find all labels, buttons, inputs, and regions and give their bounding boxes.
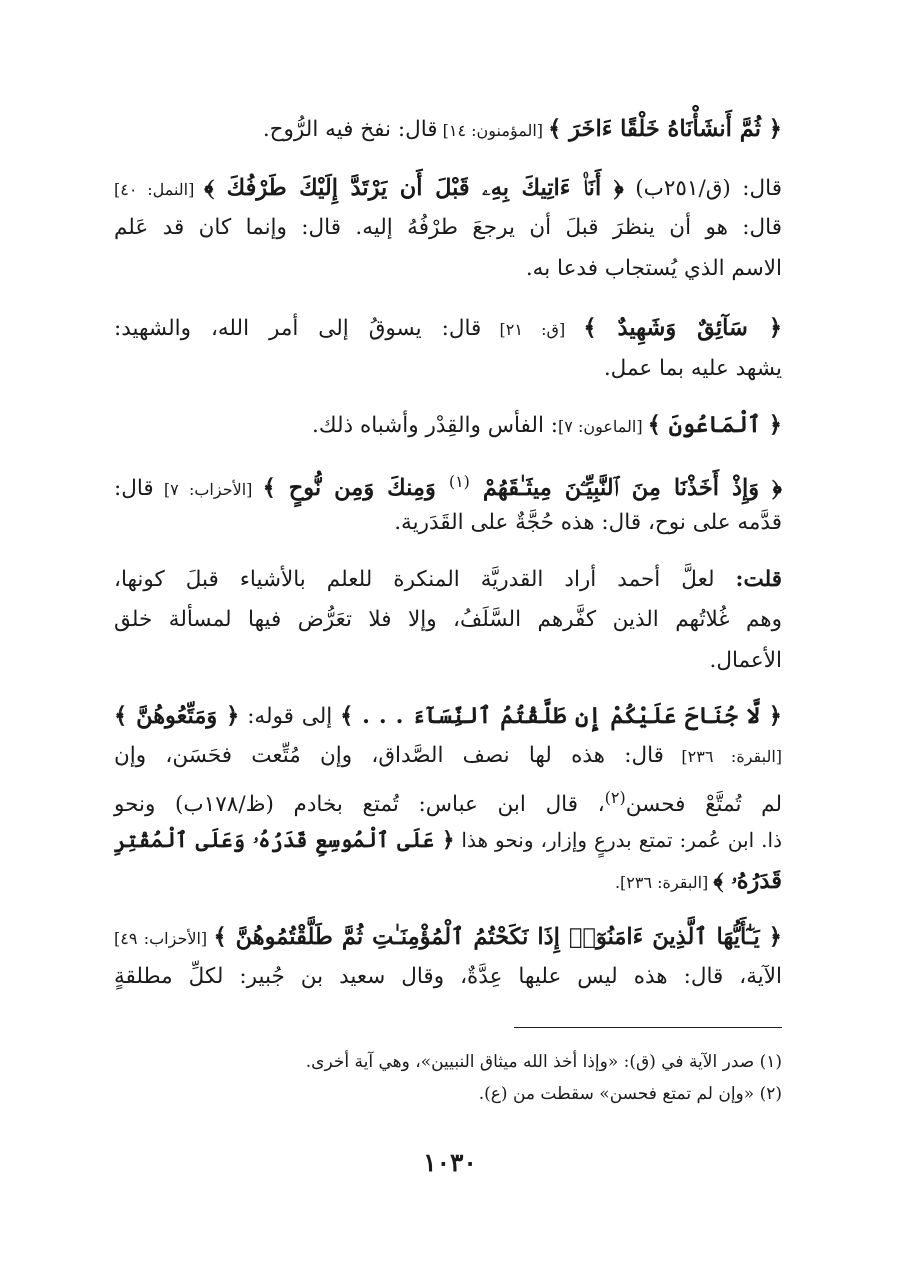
quran-verse: ﴿ أَنَا۠ ءَاتِيكَ بِهِۦ قَبْلَ أَن يَرْتَدَّ إِلَيْكَ طَرْفُكَ ﴾ bbox=[204, 175, 624, 201]
verse-reference: [الماعون: ٧] bbox=[558, 417, 648, 436]
quran-verse: ﴿ وَإِذْ أَخَذْنَا مِنَ ٱلنَّبِيِّـۧنَ مِيثَـٰقَهُمْ bbox=[469, 475, 783, 502]
verse-reference: [البقرة: ٢٣٦] bbox=[663, 747, 783, 766]
commentary-text: لعلَّ أحمد أراد القدريَّة المنكرة للعلم بالأشياء قبلَ كونها، bbox=[114, 567, 736, 592]
commentary-text: قال: (ق/٢٥١ب) bbox=[623, 176, 783, 201]
verse-reference: [النمل: ٤٠] bbox=[114, 180, 205, 199]
commentary-text: قال: bbox=[114, 476, 154, 502]
commentary-text: قال: يسوقُ إلى أمر الله، والشهيد: bbox=[114, 316, 482, 341]
text-line: قال: هو أن ينظرَ قبلَ أن يرجعَ طرْفُهُ إليه. قال: وإنما كان قد عَلم bbox=[114, 215, 782, 240]
text-line: وهم غُلاتُهم الذين كفَّرهم السَّلَفُ، وإلا فلا تعَرُّض فيها لمسألة خلق bbox=[114, 607, 782, 632]
footnote-divider bbox=[514, 1027, 782, 1028]
text-line bbox=[114, 408, 782, 444]
lead-word: قلت: bbox=[735, 567, 782, 592]
verse-reference: [الأحزاب: ٧] bbox=[153, 480, 263, 500]
commentary-text: إلى قوله: bbox=[239, 704, 341, 729]
commentary-text: : الفأس والقِدْر وأشباه ذلك. bbox=[312, 413, 559, 438]
text-line bbox=[114, 311, 782, 347]
text-line: قدَّمه على نوح، قال: هذه حُجَّةٌ على القَدَرية. bbox=[394, 510, 782, 535]
text-line bbox=[114, 864, 782, 900]
text-line bbox=[114, 739, 782, 774]
verse-reference: [المؤمنون: ١٤] bbox=[437, 121, 549, 140]
text-line: يشهد عليه بما عمل. bbox=[603, 356, 782, 381]
verse-reference: [الأحزاب: ٤٩] bbox=[114, 929, 214, 948]
commentary-text: لم تُمتَّعْ فحسن bbox=[625, 792, 783, 818]
text-line bbox=[114, 781, 782, 822]
commentary-text: قال: هذه لها نصف الصَّداق، وإن مُتِّعت فحَسَن، وإن bbox=[114, 743, 664, 768]
text-line bbox=[114, 563, 782, 597]
footnote-marker: (٢) bbox=[604, 788, 626, 807]
quran-verse: وَمِنكَ وَمِن نُّوحٍ ﴾ bbox=[262, 475, 449, 502]
quran-verse: قَدَرُهُۥ ﴾ bbox=[713, 868, 782, 894]
text-line: الاسم الذي يُستجاب فدعا به. bbox=[525, 256, 782, 281]
commentary-text: ، قال ابن عباس: تُمتع بخادم (ظ/١٧٨ب) ونحو bbox=[114, 792, 605, 818]
text-line bbox=[114, 699, 782, 734]
footnote: (١) صدر الآية في (ق): «وإذا أخذ الله ميثاق النبيين»، وهي آية أخرى. bbox=[305, 1052, 782, 1072]
text-line bbox=[114, 112, 782, 148]
quran-verse: ﴿ عَلَى ٱلْمُوسِعِ قَدَرُهُۥ وَعَلَى ٱلْمُقْتِرِ bbox=[114, 827, 455, 852]
quran-verse: ﴿ ٱلْمَاعُونَ ﴾ bbox=[647, 412, 782, 438]
quran-verse: ﴿ يَـٰٓأَيُّهَا ٱلَّذِينَ ءَامَنُوٓا۟ إِذَا نَكَحْتُمُ ٱلْمُؤْمِنَـٰتِ ثُمَّ طَلَّقْتُمُوهُنَّ ﴾ bbox=[213, 924, 782, 950]
quran-verse: ﴿ ثُمَّ أَنشَأْنَاهُ خَلْقًا ءَاخَرَ ﴾ bbox=[548, 116, 782, 142]
verse-reference: [ق: ٢١] bbox=[481, 320, 584, 339]
text-line bbox=[114, 171, 782, 207]
commentary-text: ذا. ابن عُمر: تمتع بدرعٍ وإزار، ونحو هذا bbox=[454, 828, 782, 852]
text-line: الأعمال. bbox=[709, 648, 782, 673]
quran-verse: ﴿ وَمَتِّعُوهُنَّ ﴾ bbox=[114, 703, 240, 729]
text-line bbox=[114, 823, 782, 857]
quran-verse: ﴿ لَّا جُنَاحَ عَلَيْكُمْ إِن طَلَّقْتُمُ ٱلنِّسَآءَ . . . ﴾ bbox=[340, 703, 782, 729]
page-number: ١٠٣٠ bbox=[423, 1148, 477, 1177]
text-line bbox=[114, 920, 782, 956]
footnote-marker: (١) bbox=[448, 472, 470, 491]
commentary-text: قال: نفخ فيه الرُّوح. bbox=[262, 117, 438, 142]
text-line bbox=[114, 465, 782, 507]
footnote: (٢) «وإن لم تمتع فحسن» سقطت من (ع). bbox=[478, 1084, 782, 1104]
text-line: الآية، قال: هذه ليس عليها عِدَّةٌ، وقال سعيد بن جُبير: لكلِّ مطلقةٍ bbox=[114, 964, 782, 989]
quran-verse: ﴿ سَآئِقٌ وَشَهِيدٌ ﴾ bbox=[583, 315, 783, 341]
verse-reference: [البقرة: ٢٣٦]. bbox=[614, 873, 714, 892]
